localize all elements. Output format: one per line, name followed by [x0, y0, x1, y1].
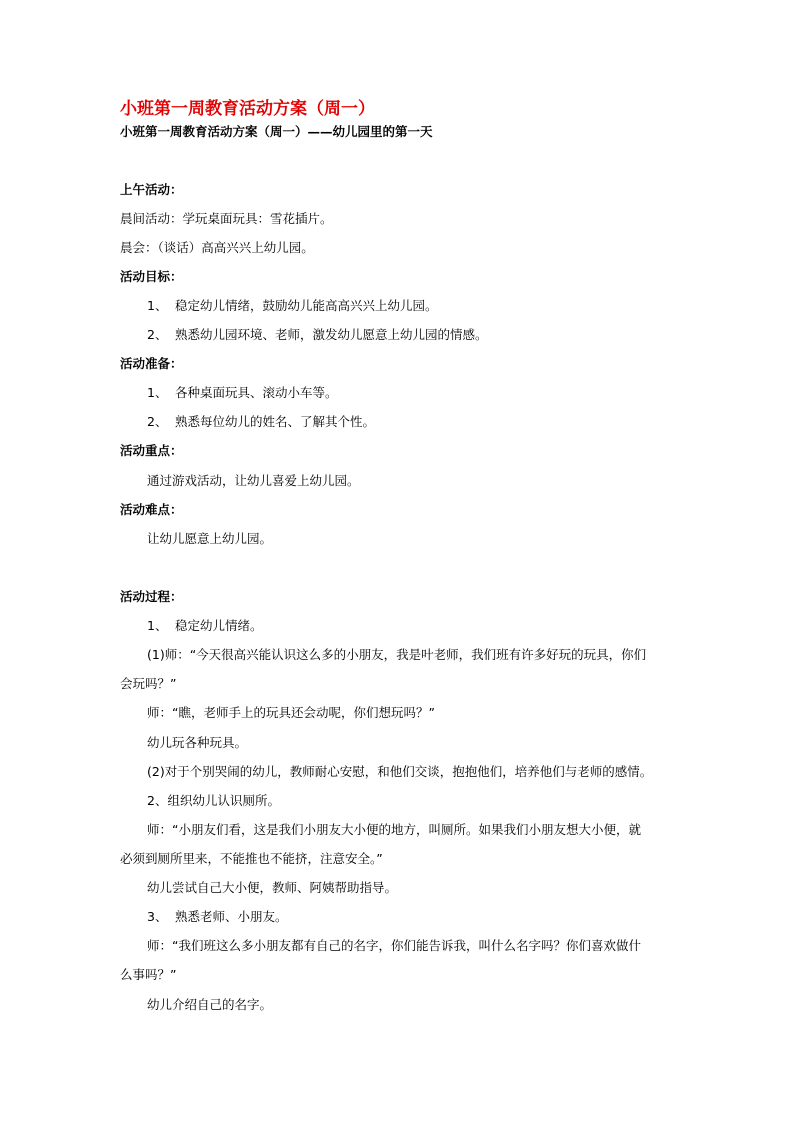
goal-text: 熟悉幼儿园环境、老师，激发幼儿愿意上幼儿园的情感。: [175, 327, 488, 342]
difficulty-heading: 活动难点：: [120, 502, 183, 517]
process-paragraph: 幼儿玩各种玩具。: [147, 735, 248, 750]
process-paragraph-continued: 会玩吗？”: [120, 676, 177, 691]
morning-heading: 上午活动：: [120, 182, 183, 197]
goal-number: 2、: [147, 327, 168, 342]
process-paragraph: 幼儿尝试自己大小便，教师、阿姨帮助指导。: [147, 880, 398, 895]
document-title: 小班第一周教育活动方案（周一）: [120, 99, 375, 119]
difficulty-text: 让幼儿愿意上幼儿园。: [147, 531, 273, 546]
preparation-number: 2、: [147, 414, 168, 429]
goal-item: [147, 327, 488, 343]
process-step-3: [147, 909, 288, 925]
goal-number: 1、: [147, 298, 168, 313]
document-subtitle: 小班第一周教育活动方案（周一）——幼儿园里的第一天: [120, 124, 433, 139]
morning-meeting: 晨会：（谈话）高高兴兴上幼儿园。: [120, 240, 314, 255]
goal-item: [147, 298, 438, 314]
goals-heading: 活动目标：: [120, 269, 183, 284]
preparation-item: [147, 414, 375, 430]
process-step-1: [147, 618, 263, 634]
process-paragraph-continued: 么事吗？”: [120, 967, 177, 982]
preparation-number: 1、: [147, 385, 168, 400]
step-text: 稳定幼儿情绪。: [175, 618, 263, 633]
step-text: 熟悉老师、小朋友。: [175, 909, 288, 924]
process-paragraph: (2)对于个别哭闹的幼儿，教师耐心安慰，和他们交谈，抱抱他们，培养他们与老师的感情。: [147, 764, 653, 779]
process-paragraph-continued: 必须到厕所里来，不能推也不能挤，注意安全。”: [120, 851, 383, 866]
goal-text: 稳定幼儿情绪，鼓励幼儿能高高兴兴上幼儿园。: [175, 298, 438, 313]
process-paragraph: 师：“瞧，老师手上的玩具还会动呢，你们想玩吗？”: [147, 705, 435, 720]
process-paragraph: (1)师：“今天很高兴能认识这么多的小朋友，我是叶老师，我们班有许多好玩的玩具，你们: [147, 647, 647, 662]
preparation-text: 熟悉每位幼儿的姓名、了解其个性。: [175, 414, 376, 429]
process-heading: 活动过程：: [120, 589, 183, 604]
preparation-text: 各种桌面玩具、滚动小车等。: [175, 385, 338, 400]
process-paragraph: 师：“小朋友们看，这是我们小朋友大小便的地方，叫厕所。如果我们小朋友想大小便，就: [147, 822, 641, 837]
process-step-2: 2、组织幼儿认识厕所。: [147, 793, 280, 808]
preparation-heading: 活动准备：: [120, 356, 183, 371]
process-paragraph: 幼儿介绍自己的名字。: [147, 997, 273, 1012]
preparation-item: [147, 385, 338, 401]
key-point-heading: 活动重点：: [120, 443, 183, 458]
key-point-text: 通过游戏活动，让幼儿喜爱上幼儿园。: [147, 473, 360, 488]
greeting-activity: 晨间活动：学玩桌面玩具：雪花插片。: [120, 211, 333, 226]
step-number: 3、: [147, 909, 168, 924]
step-number: 1、: [147, 618, 168, 633]
process-paragraph: 师：“我们班这么多小朋友都有自己的名字，你们能告诉我，叫什么名字吗？你们喜欢做什: [147, 938, 641, 953]
